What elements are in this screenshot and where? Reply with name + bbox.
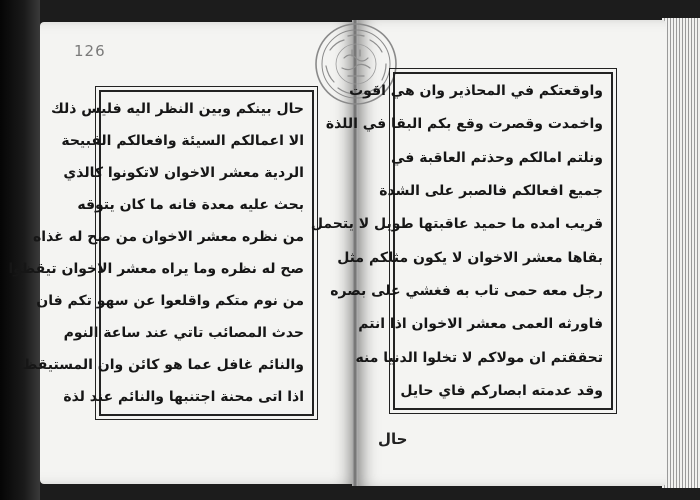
right-text-frame	[310, 72, 613, 410]
folio-number: 126	[74, 42, 106, 60]
text-line: ونلتم امالكم وحذتم العاقبة في	[391, 149, 603, 166]
text-line: بقاها معشر الاخوان لا يكون مثلكم مثل	[337, 249, 603, 266]
text-line: من نظره معشر الاخوان من صح له غذاه	[33, 229, 304, 245]
text-line: الردية معشر الاخوان لاتكونوا كالذي	[63, 165, 304, 181]
text-line: اذا اتى محنة اجتنبها والنائم عند لذة	[63, 389, 304, 405]
text-line: واخمدت وقصرت وقع بكم البقا في اللذة	[325, 116, 603, 133]
text-line: جميع افعالكم فالصبر على الشدة	[379, 182, 603, 199]
text-line: قريب امده ما حميد عاقبتها طويل لا يتحمل	[310, 216, 603, 233]
book-binding-edge	[0, 0, 40, 500]
text-line: وقد عدمته ابصاركم فاي حايل	[400, 382, 603, 399]
text-line: تحققتم ان مولاكم لا تخلوا الدنيا منه	[355, 349, 603, 366]
text-line: حدث المصائب تاتي عند ساعة النوم	[63, 325, 304, 341]
text-line: الا اعمالكم السيئة وافعالكم القبيحة	[61, 133, 304, 149]
text-line: بحث عليه معدة فانه ما كان يتوقه	[77, 197, 304, 213]
text-line: رجل معه حمى تاب به فغشي على بصره	[330, 282, 603, 299]
text-line: صح له نظره وما يراه معشر الاخوان تيقظوا	[8, 261, 304, 277]
page-stack-edges	[662, 18, 700, 488]
text-line: حال بينكم وبين النظر اليه فليس ذلك	[50, 101, 304, 117]
text-line: من نوم متكم واقلعوا عن سهو تكم فان	[36, 293, 304, 309]
catchword: حال	[378, 430, 408, 448]
text-line: واوقعتكم في المحاذير وان هي اقوت	[349, 83, 603, 99]
text-line: فاورثه العمى معشر الاخوان اذا انتم	[358, 316, 603, 333]
left-text-frame	[8, 90, 314, 416]
text-line: والنائم غافل عما هو كائن وان المستيقظ	[22, 357, 304, 373]
